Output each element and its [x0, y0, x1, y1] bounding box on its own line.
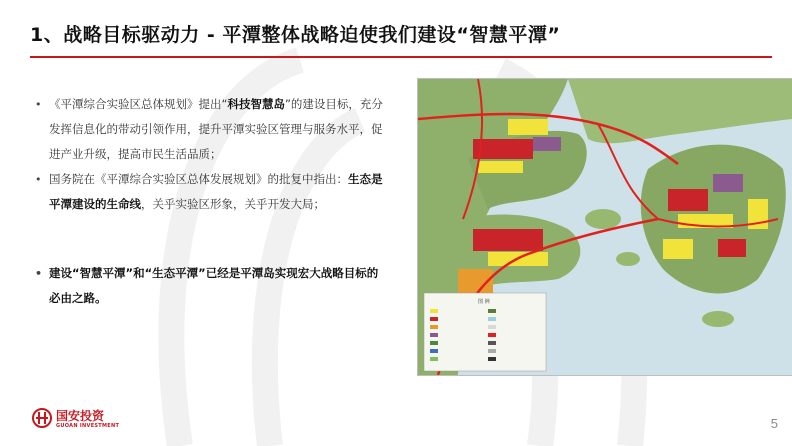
- page-title: 1、战略目标驱动力 - 平潭整体战略迫使我们建设“智慧平潭”: [30, 24, 561, 46]
- bullet-3-emphasis: 建设“智慧平潭”和“生态平潭”已经是平潭岛实现宏大战略目标的必由之路。: [49, 266, 379, 305]
- title-divider: [30, 56, 772, 58]
- bullet-item-3: [35, 261, 385, 311]
- map-legend-title: 图 例: [478, 299, 490, 305]
- planning-map: [417, 78, 792, 376]
- company-logo: [32, 405, 142, 437]
- bullet-item-1: [35, 92, 385, 167]
- company-logo-icon: [32, 407, 52, 429]
- bullet-1-emphasis: 科技智慧岛: [227, 97, 285, 111]
- bullet-2-pre: 国务院在《平潭综合实验区总体发展规划》的批复中指出：: [49, 172, 348, 186]
- bullet-item-2: [35, 167, 385, 217]
- bullet-2-emphasis: 生态是平潭建设的生命线: [49, 172, 383, 211]
- bullet-1-pre: 《平潭综合实验区总体规划》提出“: [49, 97, 228, 111]
- company-logo-cn: 国安投资: [56, 409, 105, 423]
- planning-map-graphic: [418, 79, 792, 375]
- bullet-2-post: ，关乎实验区形象，关乎开发大局；: [141, 197, 325, 211]
- company-logo-en: GUOAN INVESTMENT: [56, 423, 120, 429]
- bullet-1-post: ”的建设目标，充分发挥信息化的带动引领作用，提升平潭实验区管理与服务水平，促进产业升级，提高市民生活品质；: [49, 97, 383, 161]
- bullet-list: [35, 92, 385, 311]
- page-number: 5: [770, 416, 778, 431]
